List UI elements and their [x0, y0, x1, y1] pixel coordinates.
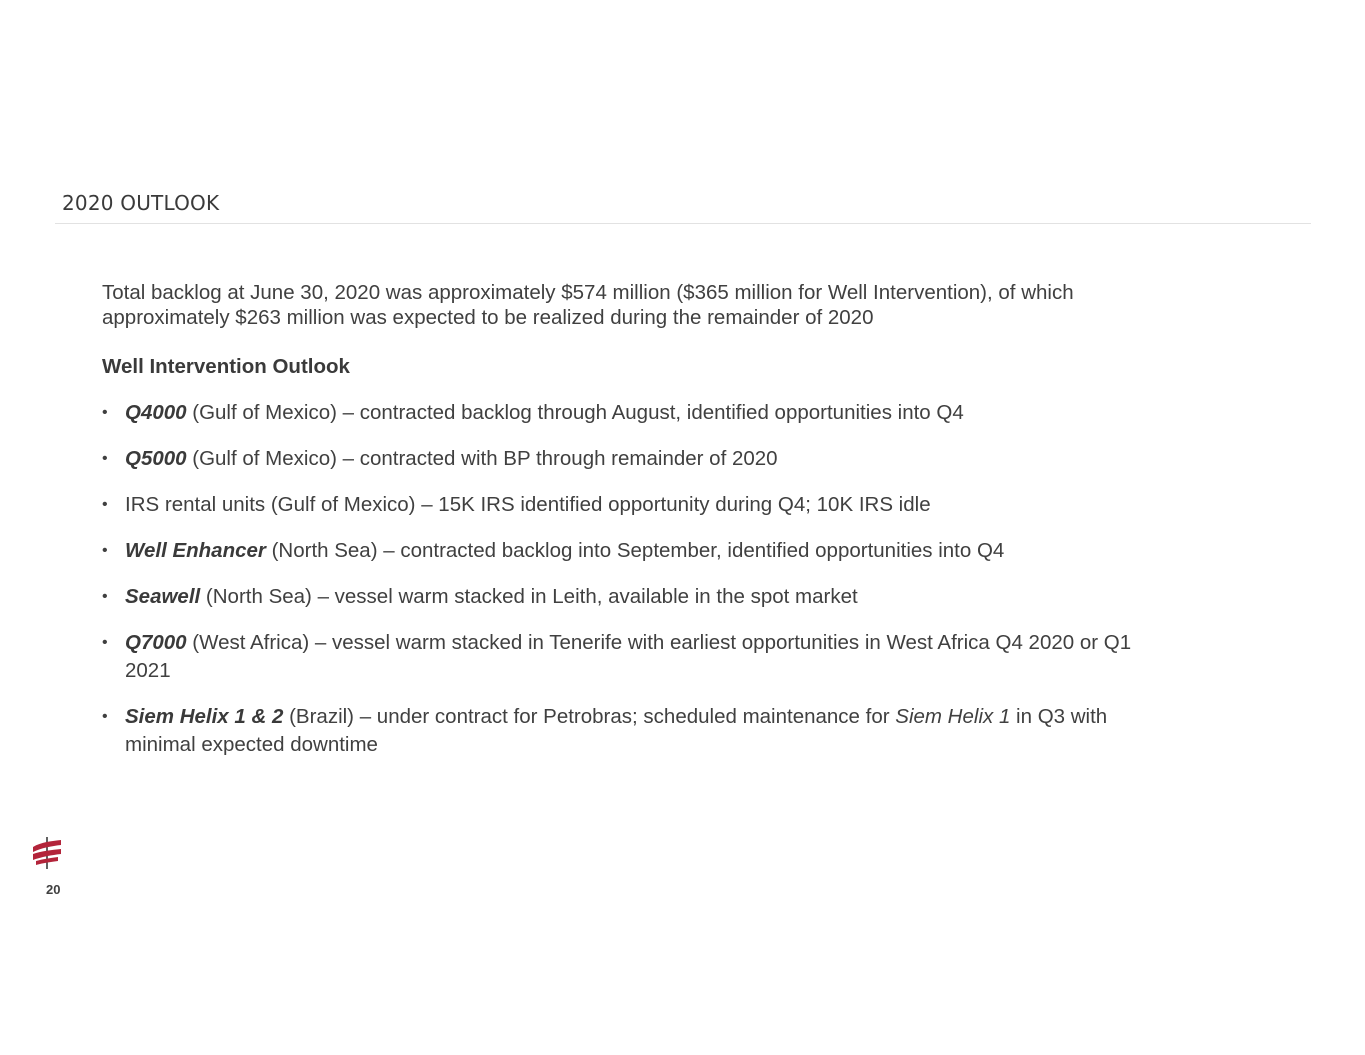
outlook-list: [102, 399, 1162, 759]
vessel-name-inline: Siem Helix 1: [895, 705, 1011, 728]
item-text: (Gulf of Mexico) – contracted backlog through August, identified opportunities into Q4: [186, 401, 964, 424]
bullet: •: [102, 450, 108, 467]
list-item: [102, 445, 1162, 473]
section-heading: Well Intervention Outlook: [102, 355, 350, 378]
vessel-name: Seawell: [125, 585, 201, 608]
bullet: •: [102, 634, 108, 651]
vessel-name: Well Enhancer: [125, 539, 266, 562]
bullet: •: [102, 404, 108, 421]
list-item: [102, 399, 1162, 427]
item-text: (Gulf of Mexico) – contracted with BP through remainder of 2020: [186, 447, 778, 470]
bullet: •: [102, 496, 108, 513]
backlog-summary: Total backlog at June 30, 2020 was approximately $574 million ($365 million for Well Intervention), of which approximately $263 million was expected to be realized during the remainder of 2020: [102, 281, 1074, 329]
vessel-name: Q4000: [125, 401, 187, 424]
slide-content: [102, 280, 1162, 777]
bullet: •: [102, 708, 108, 725]
list-item: [102, 537, 1162, 565]
list-item: [102, 491, 1162, 519]
list-item: [102, 703, 1162, 759]
vessel-name: Siem Helix 1 & 2: [125, 705, 284, 728]
vessel-name: Q7000: [125, 631, 187, 654]
vessel-name: Q5000: [125, 447, 187, 470]
helix-logo-icon: [32, 837, 62, 869]
page-number: 20: [46, 882, 61, 897]
item-text: (North Sea) – contracted backlog into September, identified opportunities into Q4: [265, 539, 1005, 562]
title-divider: [55, 223, 1311, 224]
item-text-after: in Q3 with minimal expected downtime: [125, 705, 1108, 756]
list-item: [102, 583, 1162, 611]
bullet: •: [102, 542, 108, 559]
item-text: IRS rental units (Gulf of Mexico) – 15K IRS identified opportunity during Q4; 10K IRS idle: [125, 493, 931, 516]
slide-title: 2020 OUTLOOK: [62, 191, 220, 215]
list-item: [102, 629, 1162, 685]
item-text: (West Africa) – vessel warm stacked in Tenerife with earliest opportunities in West Africa Q4 2020 or Q1 2021: [125, 631, 1132, 682]
bullet: •: [102, 588, 108, 605]
item-text: (North Sea) – vessel warm stacked in Leith, available in the spot market: [200, 585, 858, 608]
item-text: (Brazil) – under contract for Petrobras; scheduled maintenance for: [283, 705, 896, 728]
